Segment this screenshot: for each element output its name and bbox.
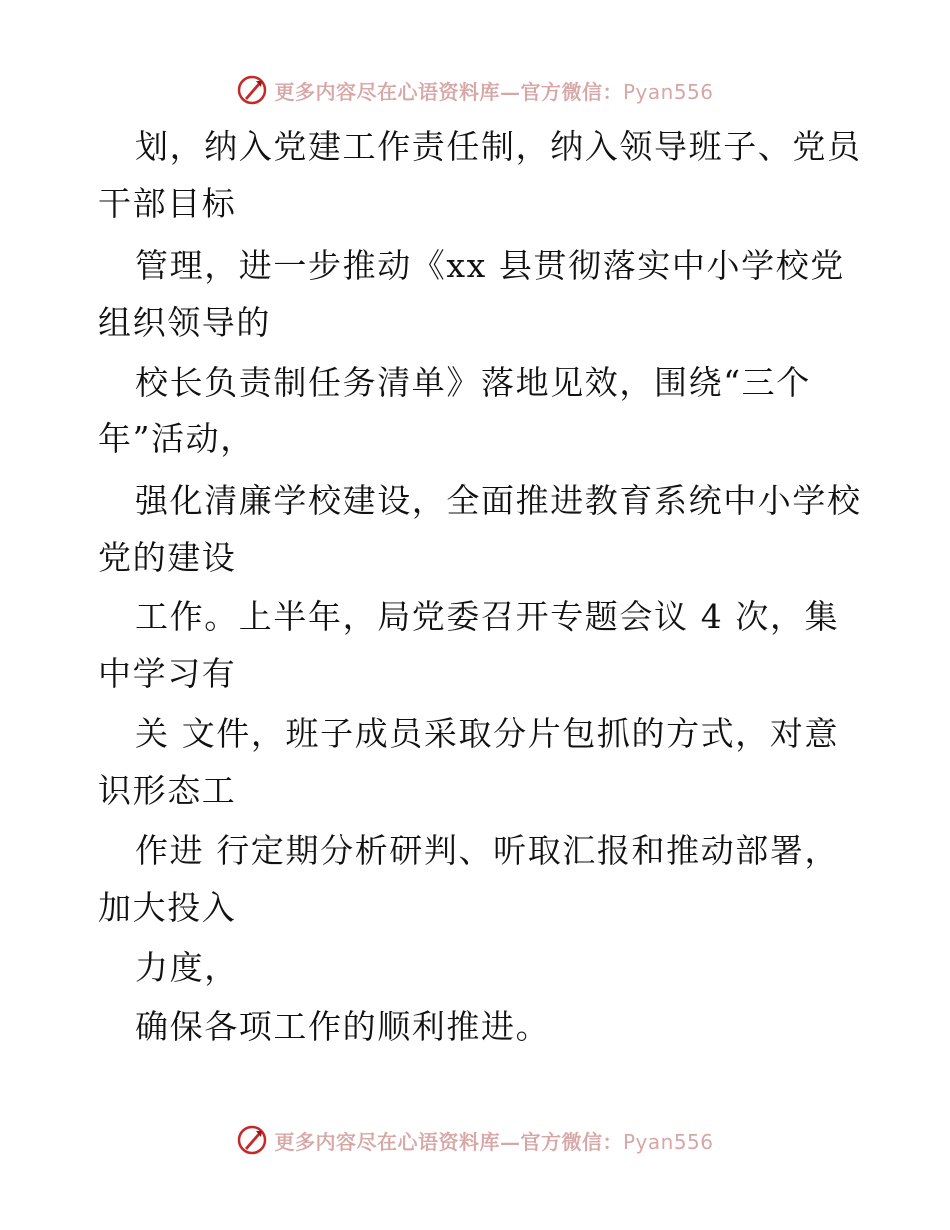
paragraph-line: 确保各项工作的顺利推进。 — [135, 1007, 551, 1046]
paragraph-line: 党的建设 — [98, 538, 237, 577]
paragraph-line: 加大投入 — [98, 888, 237, 927]
paragraph-line: 年”活动， — [98, 419, 255, 458]
paragraph-line: 识形态工 — [98, 771, 237, 810]
header-watermark — [0, 70, 950, 110]
watermark-text: 更多内容尽在心语资料库—官方微信：Pyan556 — [274, 1129, 714, 1154]
paragraph-line: 校长负责制任务清单》落地见效，围绕“三个 — [135, 363, 811, 402]
paragraph-line: 中学习有 — [98, 654, 237, 693]
paragraph-line: 管理，进一步推动《xx 县贯彻落实中小学校党 — [135, 246, 845, 285]
quill-logo-icon — [236, 74, 268, 106]
paragraph-line: 组织领导的 — [98, 303, 271, 342]
paragraph-line: 工作。上半年，局党委召开专题会议 4 次，集 — [135, 597, 840, 636]
paragraph-line: 划，纳入党建工作责任制，纳入领导班子、党员 — [135, 127, 862, 166]
watermark-text: 更多内容尽在心语资料库—官方微信：Pyan556 — [274, 79, 714, 104]
paragraph-line: 关 文件，班子成员采取分片包抓的方式，对意 — [135, 714, 840, 753]
paragraph-line: 强化清廉学校建设，全面推进教育系统中小学校 — [135, 481, 862, 520]
footer-watermark — [0, 1120, 950, 1160]
paragraph-line: 干部目标 — [98, 184, 237, 223]
paragraph-line: 力度， — [135, 948, 239, 987]
quill-logo-icon — [236, 1124, 268, 1156]
paragraph-line: 作进 行定期分析研判、听取汇报和推动部署， — [135, 831, 840, 870]
